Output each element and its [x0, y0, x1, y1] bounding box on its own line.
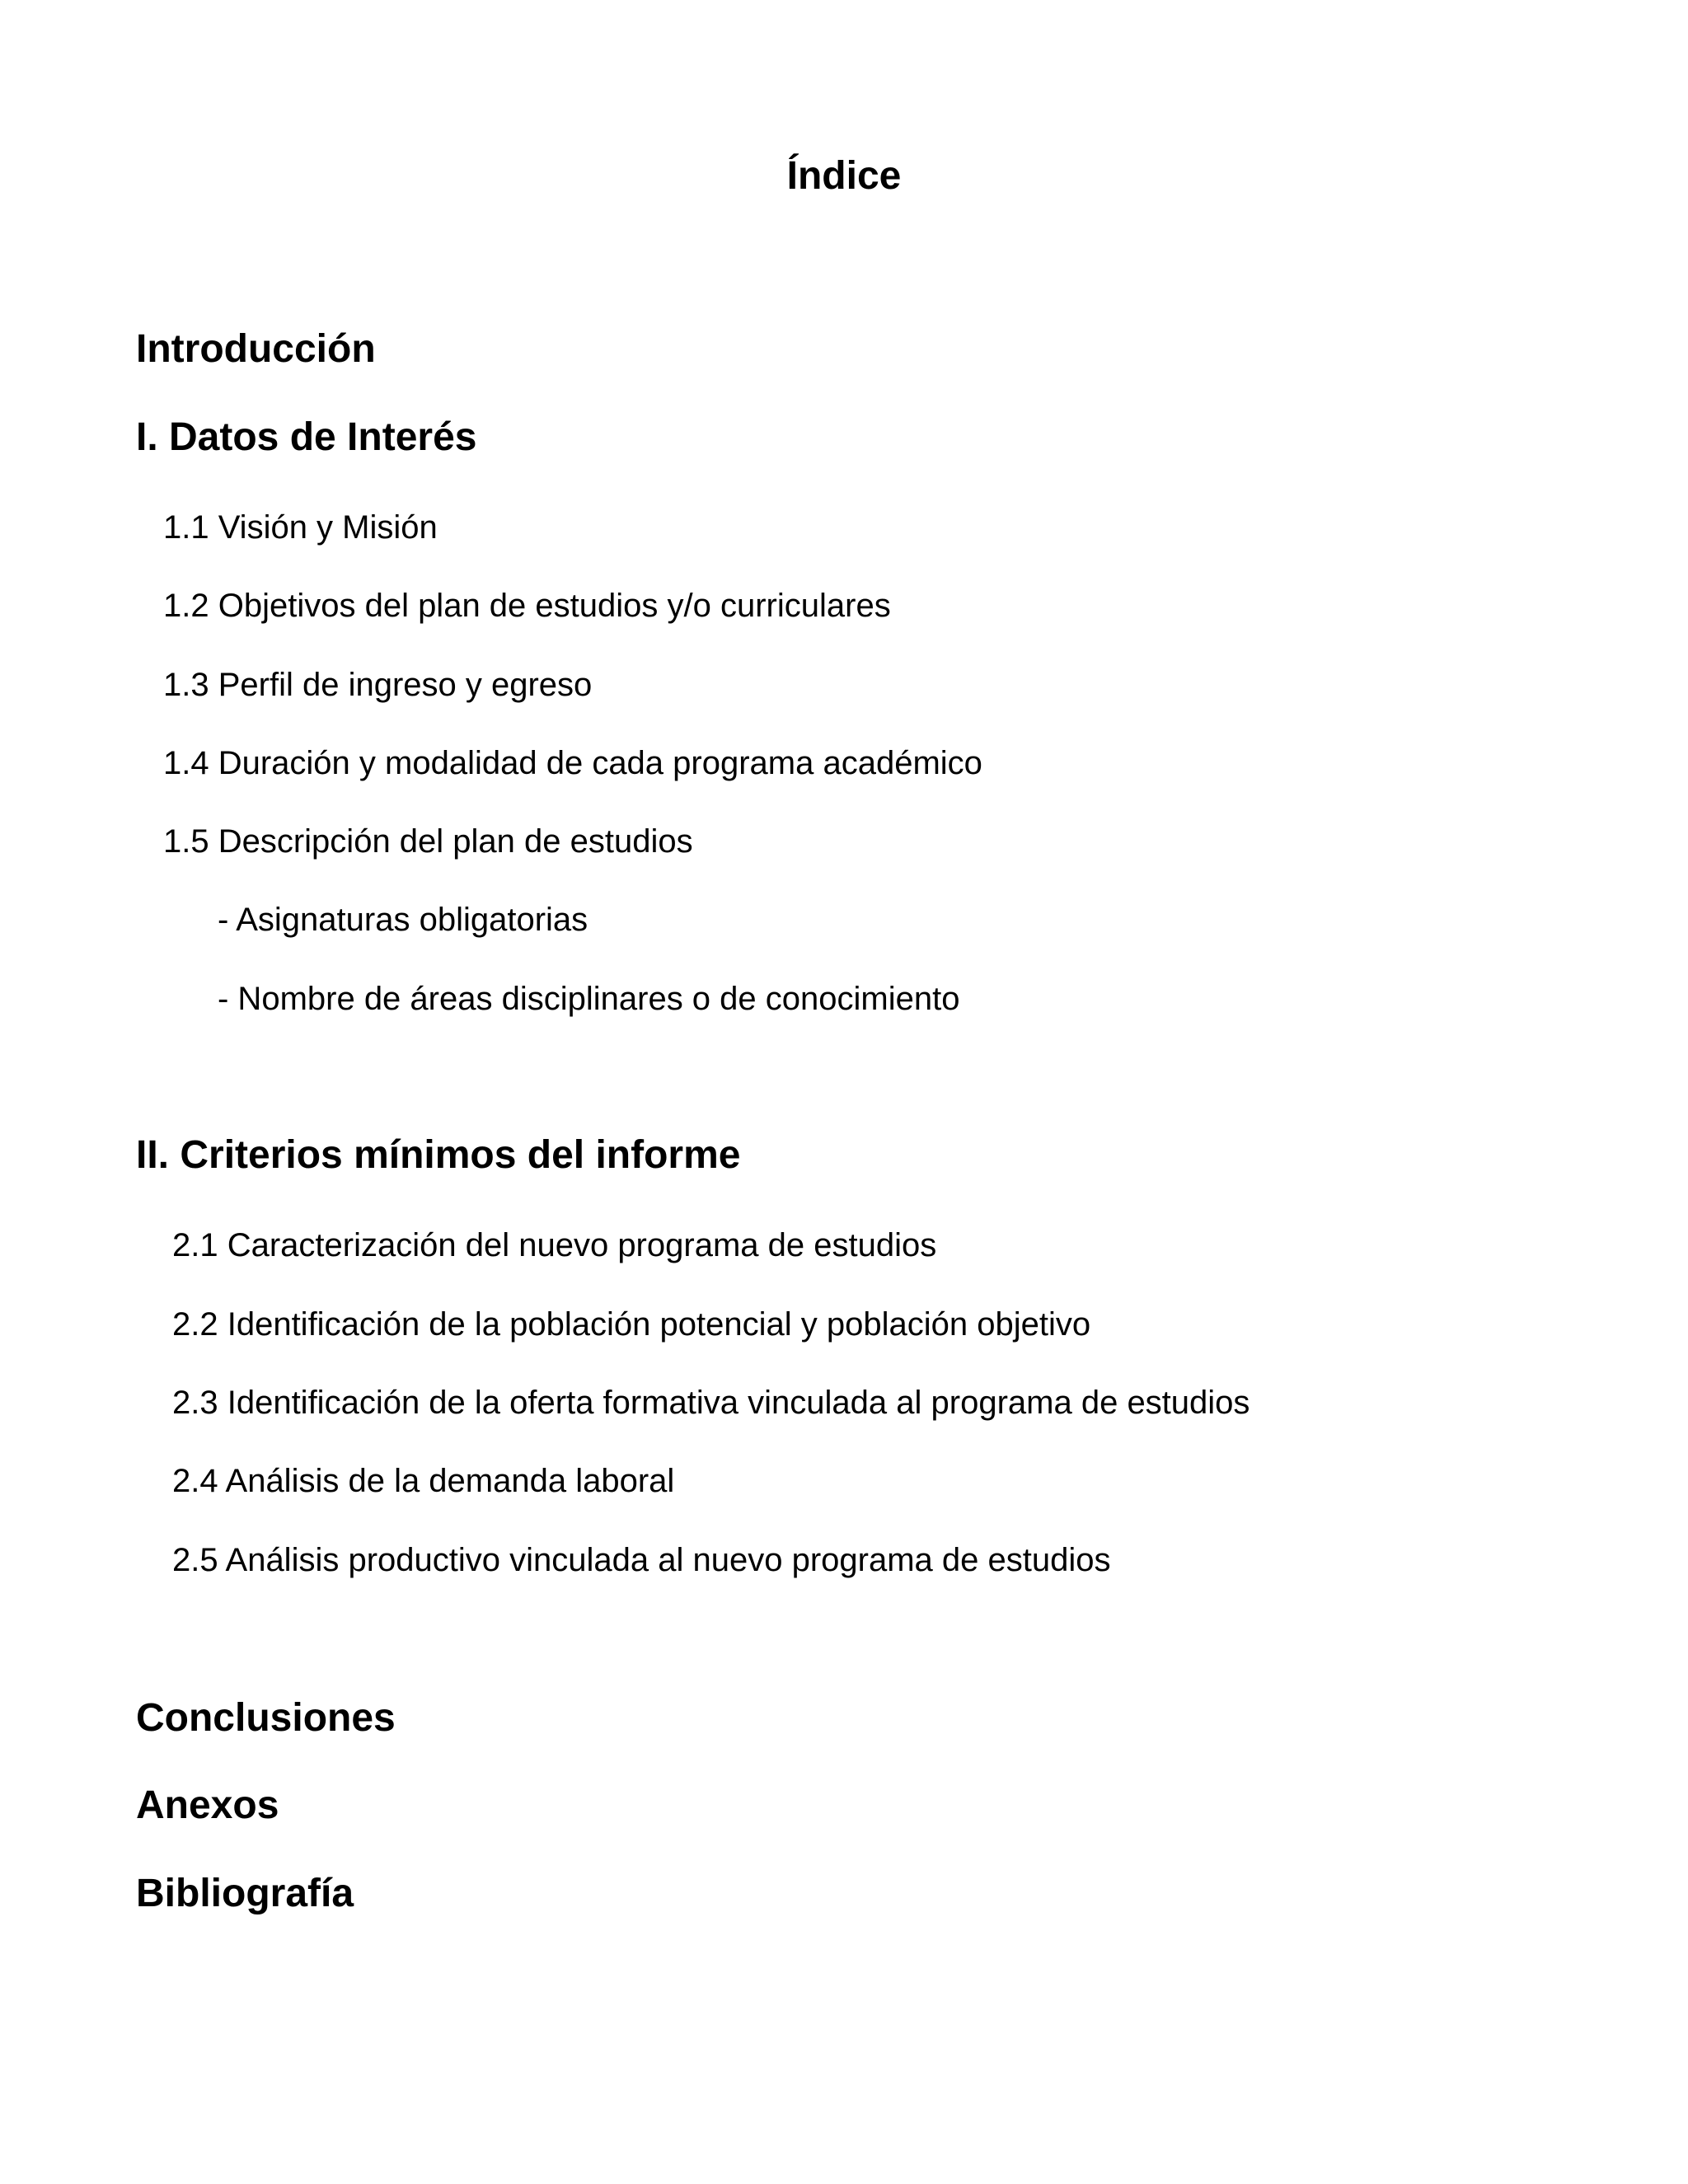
toc-item-1-4: 1.4 Duración y modalidad de cada programa académico [163, 745, 982, 781]
toc-item-2-2: 2.2 Identificación de la población potencial y población objetivo [172, 1306, 1091, 1343]
toc-item-1-2: 1.2 Objetivos del plan de estudios y/o curriculares [163, 588, 891, 624]
toc-item-1-3: 1.3 Perfil de ingreso y egreso [163, 667, 593, 703]
toc-item-2-1: 2.1 Caracterización del nuevo programa de estudios [172, 1227, 937, 1263]
toc-heading-anexos: Anexos [136, 1783, 279, 1827]
toc-item-1-1: 1.1 Visión y Misión [163, 509, 438, 546]
toc-bullet-areas: - Nombre de áreas disciplinares o de conocimiento [218, 981, 960, 1017]
toc-heading-introduccion: Introducción [136, 327, 376, 371]
toc-item-2-5: 2.5 Análisis productivo vinculada al nuevo programa de estudios [172, 1542, 1111, 1578]
toc-bullet-asignaturas: - Asignaturas obligatorias [218, 902, 588, 938]
toc-heading-criterios: II. Criterios mínimos del informe [136, 1133, 741, 1177]
toc-item-2-4: 2.4 Análisis de la demanda laboral [172, 1463, 675, 1499]
toc-item-2-3: 2.3 Identificación de la oferta formativa vinculada al programa de estudios [172, 1385, 1250, 1421]
toc-heading-datos-de-interes: I. Datos de Interés [136, 415, 477, 459]
toc-heading-bibliografia: Bibliografía [136, 1872, 354, 1915]
toc-heading-conclusiones: Conclusiones [136, 1696, 396, 1740]
toc-item-1-5: 1.5 Descripción del plan de estudios [163, 823, 693, 860]
page-title: Índice [786, 154, 902, 198]
